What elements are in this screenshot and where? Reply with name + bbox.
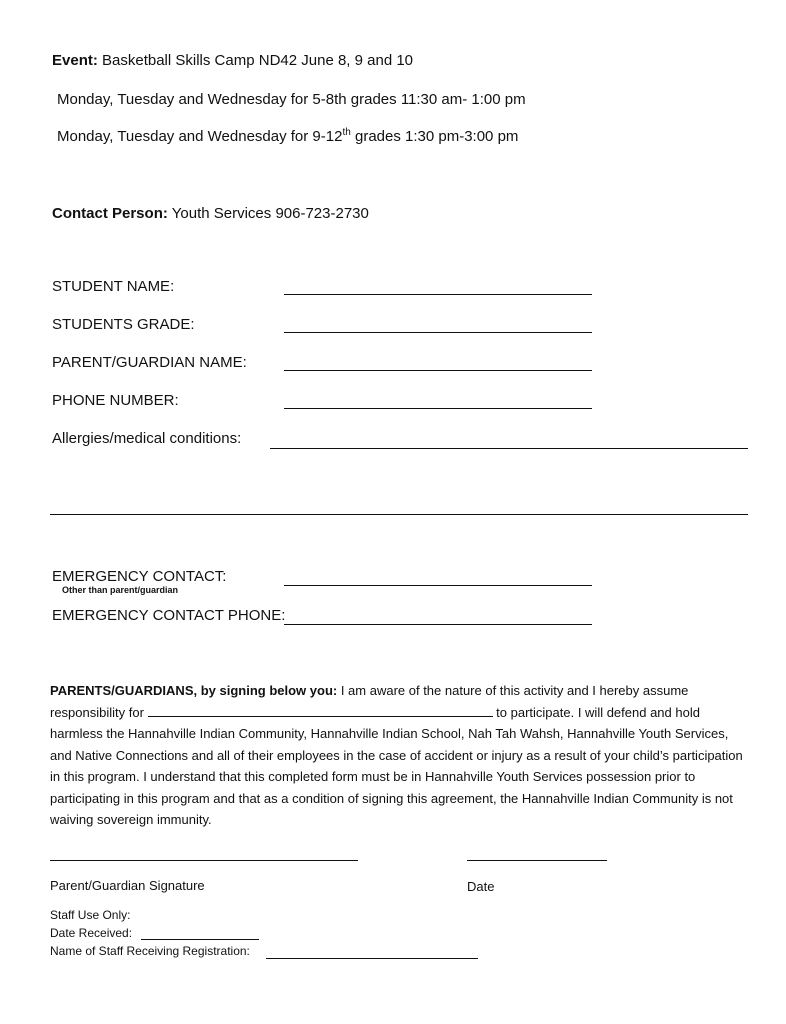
event-value: Basketball Skills Camp ND42 June 8, 9 and 10 [102,52,414,69]
date-received-label: Date Received: [50,926,133,940]
emergency-contact-note: Other than parent/guardian [62,585,179,595]
emergency-phone-label: EMERGENCY CONTACT PHONE: [52,607,286,624]
contact-value: Youth Services 906-723-2730 [171,205,369,222]
phone-label: PHONE NUMBER: [52,392,179,409]
allergies-field-continued[interactable] [50,514,748,515]
child-name-field[interactable] [148,704,493,717]
contact-label: Contact Person: [52,205,168,222]
event-label: Event: [52,52,98,69]
student-name-field[interactable] [284,294,592,295]
allergies-label: Allergies/medical conditions: [52,430,242,447]
student-grade-field[interactable] [284,332,592,333]
student-grade-label: STUDENTS GRADE: [52,316,195,333]
emergency-contact-field[interactable] [284,585,592,586]
agreement-text-1: I am aware of the nature of this activity and I hereby assume responsibility for [50,683,689,720]
student-name-label: STUDENT NAME: [52,278,175,295]
emergency-phone-field[interactable] [284,624,592,625]
parent-name-field[interactable] [284,370,592,371]
schedule-2-text: Monday, Tuesday and Wednesday for 9-12 [57,128,343,145]
parent-signature-field[interactable] [50,860,358,861]
agreement-paragraph [50,680,750,831]
phone-field[interactable] [284,408,592,409]
date-received-field[interactable] [141,939,259,940]
parent-signature-label: Parent/Guardian Signature [50,878,205,893]
staff-use-heading: Staff Use Only: [50,908,131,922]
event-line [52,52,413,69]
schedule-line-2 [57,128,518,145]
emergency-contact-label: EMERGENCY CONTACT: [52,568,227,585]
schedule-2-text-rest: grades 1:30 pm-3:00 pm [350,128,519,145]
date-label: Date [467,879,495,894]
agreement-text-2: to participate. I will defend and hold harmless the Hannahville Indian Community, Hannahville Indian School, Nah Tah Wahsh, Hannahville Youth Services, and Native Connections and all of their employees in the case of accident or injury as a result of your child’s participation in this program. I understand that this completed form must be in Hannahville Youth Services possession prior to participating in this program and that as a condition of signing this agreement, the Hannahville Indian Community is not waiving sovereign immunity. [50,704,743,827]
date-field[interactable] [467,860,607,861]
staff-receiver-field[interactable] [266,958,478,959]
agreement-lead: PARENTS/GUARDIANS, by signing below you: [50,683,338,698]
allergies-field[interactable] [270,448,748,449]
staff-receiver-label: Name of Staff Receiving Registration: [50,944,250,958]
contact-line [52,205,369,222]
schedule-2-superscript: th [342,127,351,138]
schedule-line-1: Monday, Tuesday and Wednesday for 5-8th grades 11:30 am- 1:00 pm [57,91,526,108]
parent-name-label: PARENT/GUARDIAN NAME: [52,354,247,371]
